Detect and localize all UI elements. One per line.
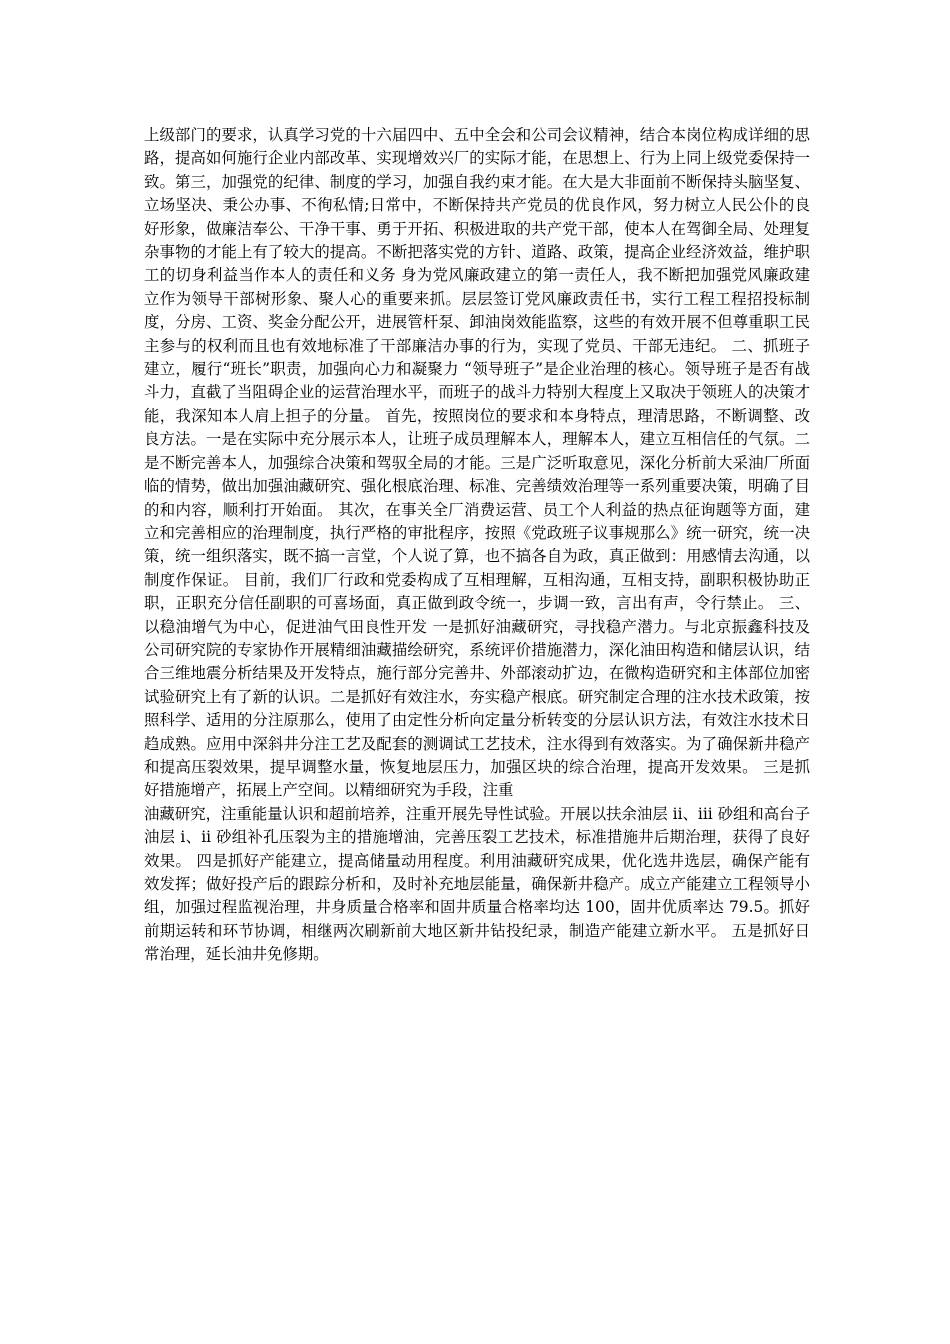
- document-body: [144, 124, 810, 967]
- body-paragraph: 油藏研究，注重能量认识和超前培养，注重开展先导性试验。开展以扶余油层 ii、iii 砂组和高台子油层 i、ii 砂组补孔压裂为主的措施增油，完善压裂工艺技术，标准措施井后期治理，获得了良好效果。 四是抓好产能建立，提高储量动用程度。利用油藏研究成果，优化选井选层，确保产能有效发挥；做好投产后的跟踪分析和，及时补充地层能量，确保新井稳产。成立产能建立工程领导小组，加强过程监视治理，井身质量合格率和固井质量合格率均达 100，固井优质率达 79.5。抓好前期运转和环节协调，相继两次刷新前大地区新井钻投纪录，制造产能建立新水平。 五是抓好日常治理，延长油井免修期。: [144, 804, 810, 964]
- body-paragraph: 上级部门的要求，认真学习党的十六届四中、五中全会和公司会议精神，结合本岗位构成详细的思路，提高如何施行企业内部改革、实现增效兴厂的实际才能，在思想上、行为上同上级党委保持一致。第三，加强党的纪律、制度的学习，加强自我约束才能。在大是大非面前不断保持头脑坚复、立场坚决、秉公办事、不徇私情;日常中，不断保持共产党员的优良作风，努力树立人民公仆的良好形象，做廉洁奉公、干净干事、勇于开拓、积极进取的共产党干部，使本人在驾御全局、处理复杂事物的才能上有了较大的提高。不断把落实党的方针、道路、政策，提高企业经济效益，维护职工的切身利益当作本人的责任和义务 身为党风廉政建立的第一责任人，我不断把加强党风廉政建立作为领导干部树形象、聚人心的重要来抓。层层签订党风廉政责任书，实行工程工程招投标制度，分房、工资、奖金分配公开，进展管杆泵、卸油岗效能监察，这些的有效开展不但尊重职工民主参与的权利而且也有效地标准了干部廉洁办事的行为，实现了党员、干部无违纪。 二、抓班子建立，履行“班长”职责，加强向心力和凝聚力 “领导班子”是企业治理的核心。领导班子是否有战斗力，直截了当阻碍企业的运营治理水平，而班子的战斗力特别大程度上又取决于领班人的决策才能，我深知本人肩上担子的分量。 首先，按照岗位的要求和本身特点，理清思路，不断调整、改良方法。一是在实际中充分展示本人，让班子成员理解本人，理解本人，建立互相信任的气氛。二是不断完善本人，加强综合决策和驾驭全局的才能。三是广泛听取意见，深化分析前大采油厂所面临的情势，做出加强油藏研究、强化根底治理、标准、完善绩效治理等一系列重要决策，明确了目的和内容，顺利打开始面。 其次，在事关全厂消费运营、员工个人利益的热点征询题等方面，建立和完善相应的治理制度，执行严格的审批程序，按照《党政班子议事规那么》统一研究，统一决策，统一组织落实，既不搞一言堂，个人说了算，也不搞各自为政，真正做到：用感情去沟通，以制度作保证。 目前，我们厂行政和党委构成了互相理解，互相沟通，互相支持，副职积极协助正职，正职充分信任副职的可喜场面，真正做到政令统一，步调一致，言出有声，令行禁止。 三、以稳油增气为中心，促进油气田良性开发 一是抓好油藏研究，寻找稳产潜力。与北京振鑫科技及公司研究院的专家协作开展精细油藏描绘研究，系统评价措施潜力，深化油田构造和储层认识，结合三维地震分析结果及开发特点，施行部分完善井、外部滚动扩边，在微构造研究和主体部位加密试验研究上有了新的认识。二是抓好有效注水，夯实稳产根底。研究制定合理的注水技术政策，按照科学、适用的分注原那么，使用了由定性分析向定量分析转变的分层认识方法，有效注水技术日趋成熟。应用中深斜井分注工艺及配套的测调试工艺技术，注水得到有效落实。为了确保新井稳产和提高压裂效果，提早调整水量，恢复地层压力，加强区块的综合治理，提高开发效果。 三是抓好措施增产，拓展上产空间。以精细研究为手段，注重: [144, 126, 810, 800]
